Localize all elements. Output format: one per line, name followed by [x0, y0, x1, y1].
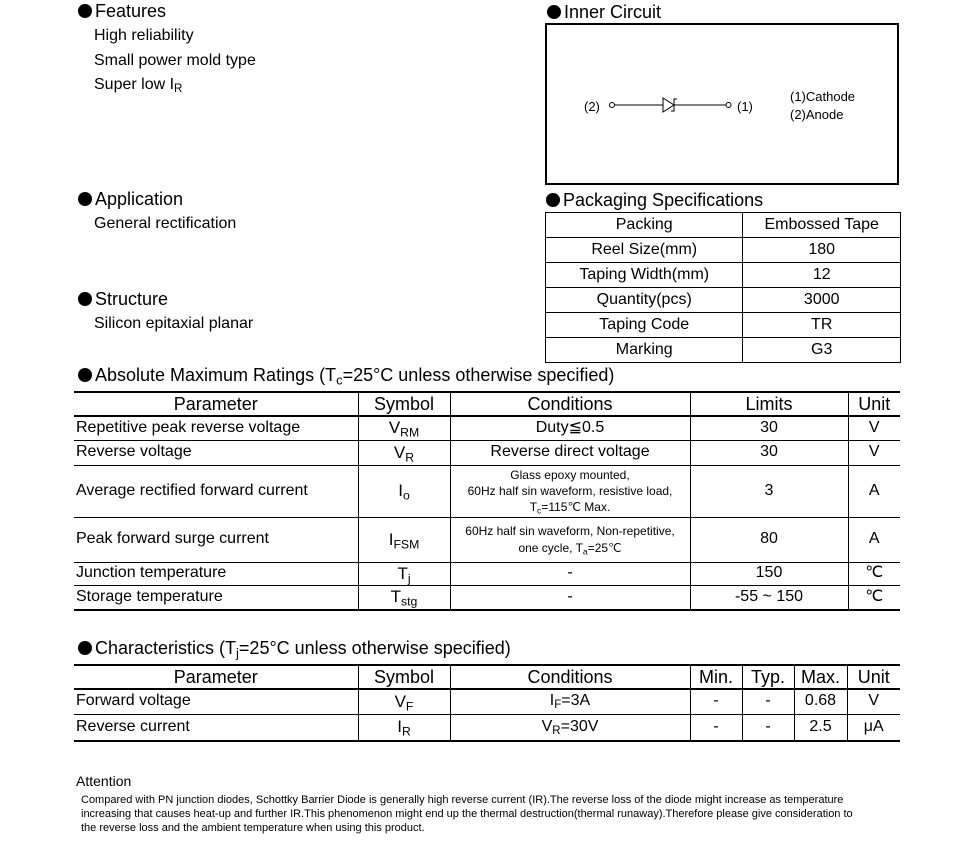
- header-min: Min.: [690, 665, 742, 689]
- pkg-value: 12: [743, 263, 901, 288]
- application-title: Application: [78, 189, 183, 210]
- cell-typ: -: [742, 689, 794, 714]
- attention-line: Compared with PN junction diodes, Schottky Barrier Diode is generally high reverse current (IR).The reverse loss of the diode might increase as temperature: [81, 794, 844, 806]
- header-parameter: Parameter: [74, 392, 358, 416]
- characteristics-title: Characteristics ($T_j=25^\circ C$ unless otherwise specified): [78, 638, 511, 659]
- cell-conditions: 60Hz half sin waveform, Non-repetitive, one cycle, $T_a=25℃$: [450, 517, 690, 562]
- cell-symbol: $I_{FSM}$: [358, 517, 450, 562]
- table-row: [74, 440, 900, 465]
- cell-unit: μA: [847, 714, 900, 741]
- cell-unit: V: [848, 440, 900, 465]
- header-parameter: Parameter: [74, 665, 358, 689]
- cell-max: 2.5: [794, 714, 847, 741]
- header-conditions: Conditions: [450, 392, 690, 416]
- structure-item: Silicon epitaxial planar: [94, 315, 254, 332]
- legend-anode: (2)Anode: [790, 107, 844, 122]
- cell-param: Reverse current: [74, 714, 358, 741]
- header-limits: Limits: [690, 392, 848, 416]
- cell-symbol: $T_j$: [358, 562, 450, 585]
- table-row: [74, 714, 900, 741]
- pkg-value: 3000: [743, 288, 901, 313]
- cell-max: 0.68: [794, 689, 847, 714]
- feature-item: High reliability: [94, 27, 194, 44]
- cell-conditions: $V_R=30V$: [450, 714, 690, 741]
- cell-limit: 30: [690, 416, 848, 440]
- feature-item: Small power mold type: [94, 52, 256, 69]
- header-conditions: Conditions: [450, 665, 690, 689]
- cell-limit: 30: [690, 440, 848, 465]
- bullet-icon: [78, 641, 92, 655]
- attention-text: [81, 793, 951, 835]
- header-symbol: Symbol: [358, 665, 450, 689]
- application-item: General rectification: [94, 215, 237, 232]
- pkg-key: Packing: [546, 213, 743, 238]
- bullet-icon: [78, 368, 92, 382]
- amr-title: Absolute Maximum Ratings ($T_c=25^\circ C$ unless otherwise specified): [78, 365, 614, 386]
- cell-param: Junction temperature: [74, 562, 358, 585]
- pkg-key: Taping Code: [546, 313, 743, 338]
- pkg-key: Reel Size(mm): [546, 238, 743, 263]
- table-row: [74, 562, 900, 585]
- cell-symbol: $V_F$: [358, 689, 450, 714]
- cell-conditions: Reverse direct voltage: [450, 440, 690, 465]
- cell-limit: 3: [690, 465, 848, 517]
- feature-item: Super low $I_R$: [94, 76, 183, 96]
- header-typ: Typ.: [742, 665, 794, 689]
- amr-table: [74, 391, 900, 611]
- header-max: Max.: [794, 665, 847, 689]
- table-row: [546, 238, 901, 263]
- pkg-key: Taping Width(mm): [546, 263, 743, 288]
- cell-conditions: $I_F=3A$: [450, 689, 690, 714]
- bullet-icon: [546, 193, 560, 207]
- table-row: [546, 263, 901, 288]
- cell-conditions: Duty≦0.5: [450, 416, 690, 440]
- table-row: [74, 517, 900, 562]
- cell-limit: 150: [690, 562, 848, 585]
- table-row: [74, 465, 900, 517]
- cell-param: Storage temperature: [74, 585, 358, 610]
- pkg-key: Quantity(pcs): [546, 288, 743, 313]
- pkg-value: Embossed Tape: [743, 213, 901, 238]
- bullet-icon: [78, 192, 92, 206]
- legend-cathode: (1)Cathode: [790, 89, 856, 104]
- header-unit: Unit: [848, 392, 900, 416]
- attention-title: Attention: [76, 773, 132, 789]
- table-row: [74, 585, 900, 610]
- table-row: [546, 213, 901, 238]
- cell-param: Average rectified forward current: [74, 465, 358, 517]
- bullet-icon: [78, 4, 92, 18]
- table-row: [74, 416, 900, 440]
- cell-symbol: $V_R$: [358, 440, 450, 465]
- pkg-value: G3: [743, 338, 901, 363]
- bullet-icon: [547, 5, 561, 19]
- pin-label-left: (2): [584, 99, 600, 114]
- cell-param: Repetitive peak reverse voltage: [74, 416, 358, 440]
- schottky-diode-icon: [607, 93, 737, 117]
- table-row: [546, 313, 901, 338]
- cell-min: -: [690, 714, 742, 741]
- cell-conditions: -: [450, 585, 690, 610]
- pkg-value: 180: [743, 238, 901, 263]
- packaging-table: [545, 212, 901, 363]
- cell-param: Peak forward surge current: [74, 517, 358, 562]
- attention-line: the reverse loss and the ambient temperature when using this product.: [81, 822, 425, 834]
- cell-unit: A: [848, 517, 900, 562]
- cell-symbol: $V_{RM}$: [358, 416, 450, 440]
- cell-min: -: [690, 689, 742, 714]
- bullet-icon: [78, 292, 92, 306]
- cell-symbol: $T_{stg}$: [358, 585, 450, 610]
- cell-limit: 80: [690, 517, 848, 562]
- inner-circuit-box: [545, 23, 899, 185]
- attention-line: increasing that causes heat-up and further IR.This phenomenon might end up the thermal destruction(thermal runaway).Therefore please give consideration to: [81, 808, 853, 820]
- table-row: [74, 689, 900, 714]
- table-header-row: [74, 392, 900, 416]
- cell-unit: A: [848, 465, 900, 517]
- cell-symbol: $I_R$: [358, 714, 450, 741]
- cell-conditions: -: [450, 562, 690, 585]
- table-row: [546, 288, 901, 313]
- cell-unit: V: [847, 689, 900, 714]
- table-header-row: [74, 665, 900, 689]
- inner-circuit-title: Inner Circuit: [547, 2, 661, 23]
- cell-unit: ℃: [848, 585, 900, 610]
- cell-typ: -: [742, 714, 794, 741]
- features-title: Features: [78, 1, 166, 22]
- pin-label-right: (1): [737, 99, 753, 114]
- characteristics-table: [74, 664, 900, 742]
- cell-limit: -55 ~ 150: [690, 585, 848, 610]
- cell-symbol: $I_o$: [358, 465, 450, 517]
- packaging-title: Packaging Specifications: [546, 190, 763, 211]
- cell-unit: ℃: [848, 562, 900, 585]
- cell-param: Reverse voltage: [74, 440, 358, 465]
- header-unit: Unit: [847, 665, 900, 689]
- cell-param: Forward voltage: [74, 689, 358, 714]
- cell-unit: V: [848, 416, 900, 440]
- structure-title: Structure: [78, 289, 168, 310]
- pkg-value: TR: [743, 313, 901, 338]
- table-row: [546, 338, 901, 363]
- pkg-key: Marking: [546, 338, 743, 363]
- header-symbol: Symbol: [358, 392, 450, 416]
- cell-conditions: Glass epoxy mounted, 60Hz half sin waveform, resistive load, $T_c=115℃$ Max.: [450, 465, 690, 517]
